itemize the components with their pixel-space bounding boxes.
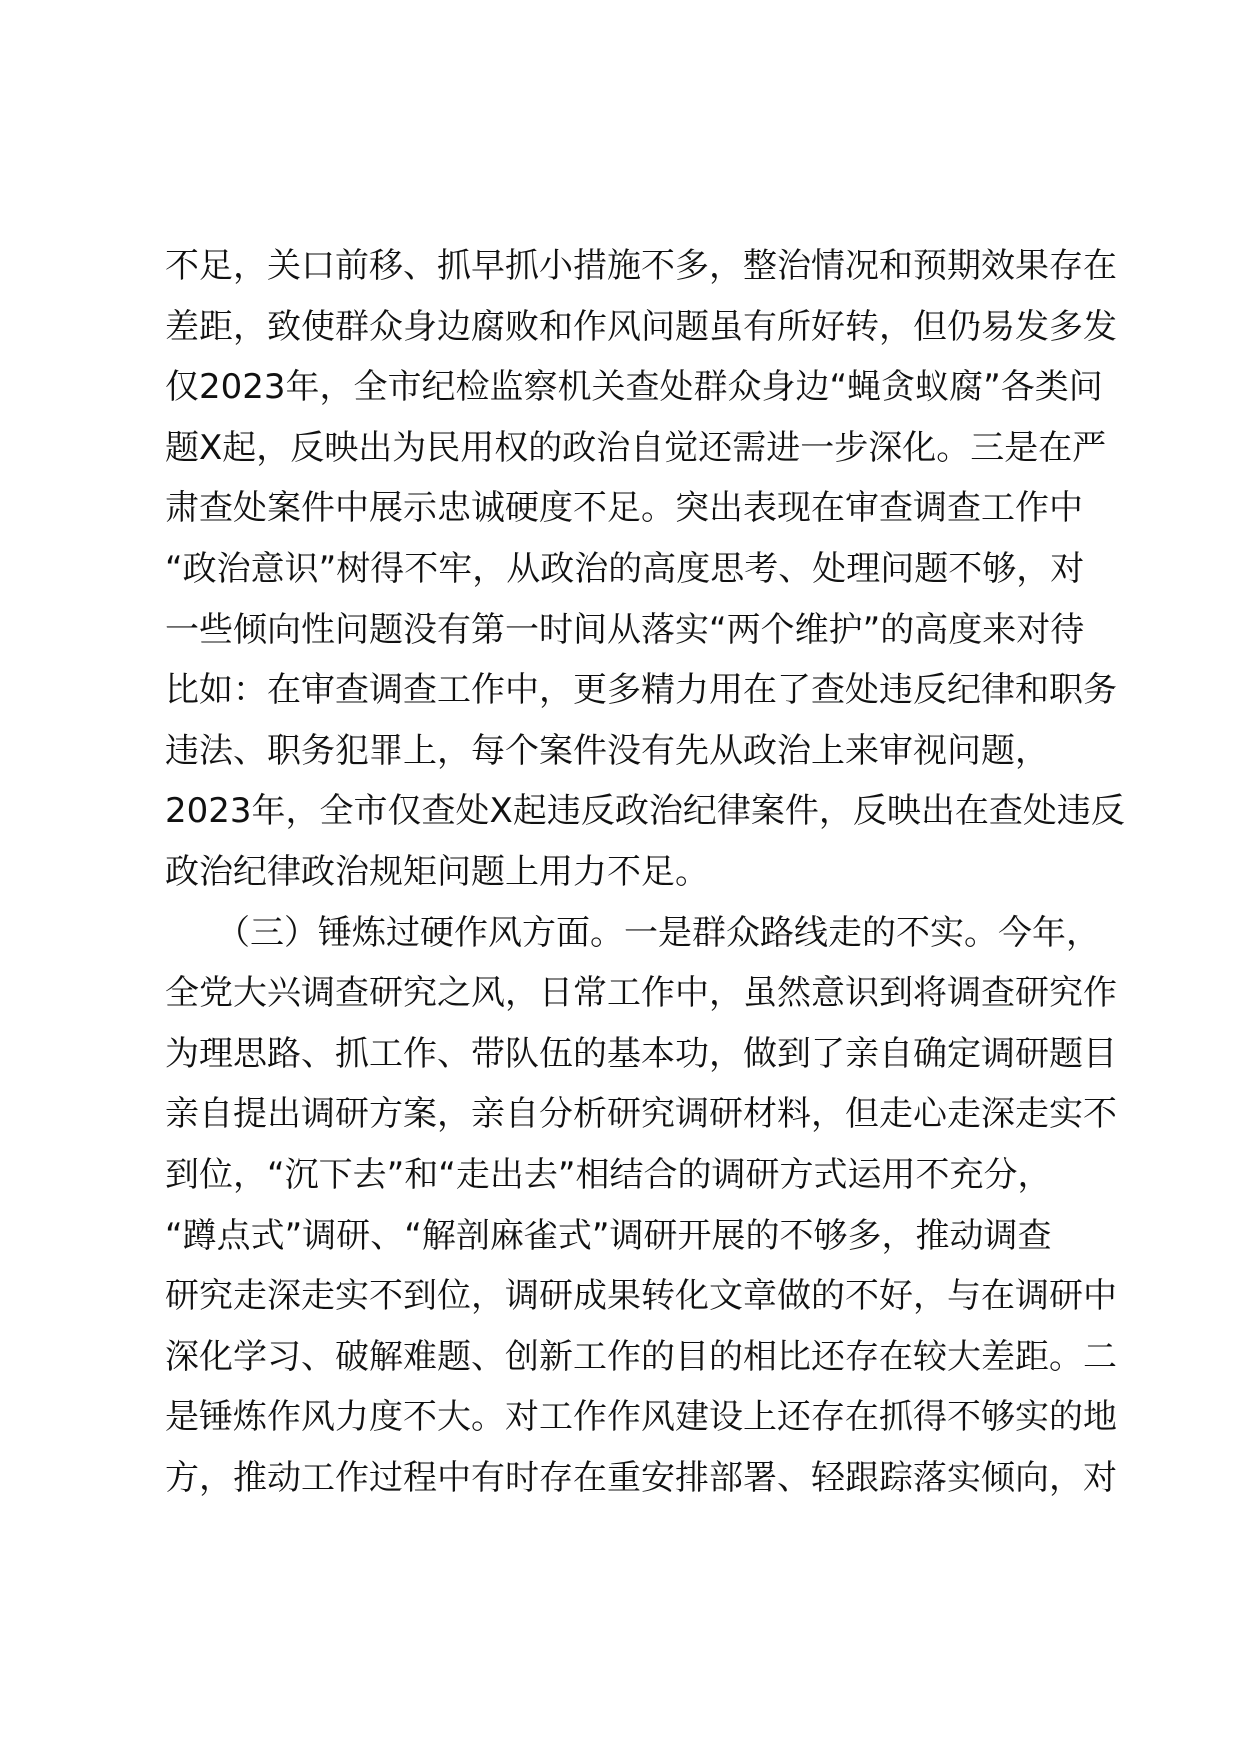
text-line: 到位，“沉下去”和“走出去”相结合的调研方式运用不充分， [165, 1154, 1052, 1195]
text-line: 深化学习、破解难题、创新工作的目的相比还存在较大差距。二 [165, 1336, 1117, 1377]
text-line: 全党大兴调查研究之风，日常工作中，虽然意识到将调查研究作 [165, 973, 1117, 1014]
text-line: 政治纪律政治规矩问题上用力不足。 [165, 851, 709, 892]
text-line: 不足，关口前移、抓早抓小措施不多，整治情况和预期效果存在 [165, 246, 1117, 286]
text-line: 仅2023年，全市纪检监察机关查处群众身边“蝇贪蚁腐”各类问 [165, 367, 1103, 408]
text-line: 亲自提出调研方案，亲自分析研究调研材料，但走心走深走实不 [165, 1094, 1117, 1135]
text-line: 差距，致使群众身边腐败和作风问题虽有所好转，但仍易发多发 [165, 306, 1117, 347]
text-line: “蹲点式”调研、“解剖麻雀式”调研开展的不够多，推动调查 [165, 1215, 1052, 1256]
text-line: 违法、职务犯罪上，每个案件没有先从政治上来审视问题， [165, 730, 1049, 771]
text-line: 是锤炼作风力度不大。对工作作风建设上还存在抓得不够实的地 [165, 1397, 1117, 1438]
text-line: 方，推动工作过程中有时存在重安排部署、轻跟踪落实倾向，对 [165, 1457, 1117, 1498]
body-text [165, 236, 1125, 1508]
text-line: 肃查处案件中展示忠诚硬度不足。突出表现在审查调查工作中 [165, 488, 1083, 529]
text-line: 一些倾向性问题没有第一时间从落实“两个维护”的高度来对待 [165, 609, 1085, 650]
section-heading-line: （三）锤炼过硬作风方面。一是群众路线走的不实。今年， [165, 912, 1100, 953]
text-line: 比如：在审查调查工作中，更多精力用在了查处违反纪律和职务 [165, 670, 1117, 711]
text-line: 研究走深走实不到位，调研成果转化文章做的不好，与在调研中 [165, 1276, 1117, 1317]
text-line: “政治意识”树得不牢，从政治的高度思考、处理问题不够，对 [165, 548, 1085, 589]
text-line: 2023年，全市仅查处X起违反政治纪律案件，反映出在查处违反 [165, 791, 1125, 832]
text-line: 题X起，反映出为民用权的政治自觉还需进一步深化。三是在严 [165, 427, 1107, 468]
text-line: 为理思路、抓工作、带队伍的基本功，做到了亲自确定调研题目 [165, 1033, 1117, 1074]
